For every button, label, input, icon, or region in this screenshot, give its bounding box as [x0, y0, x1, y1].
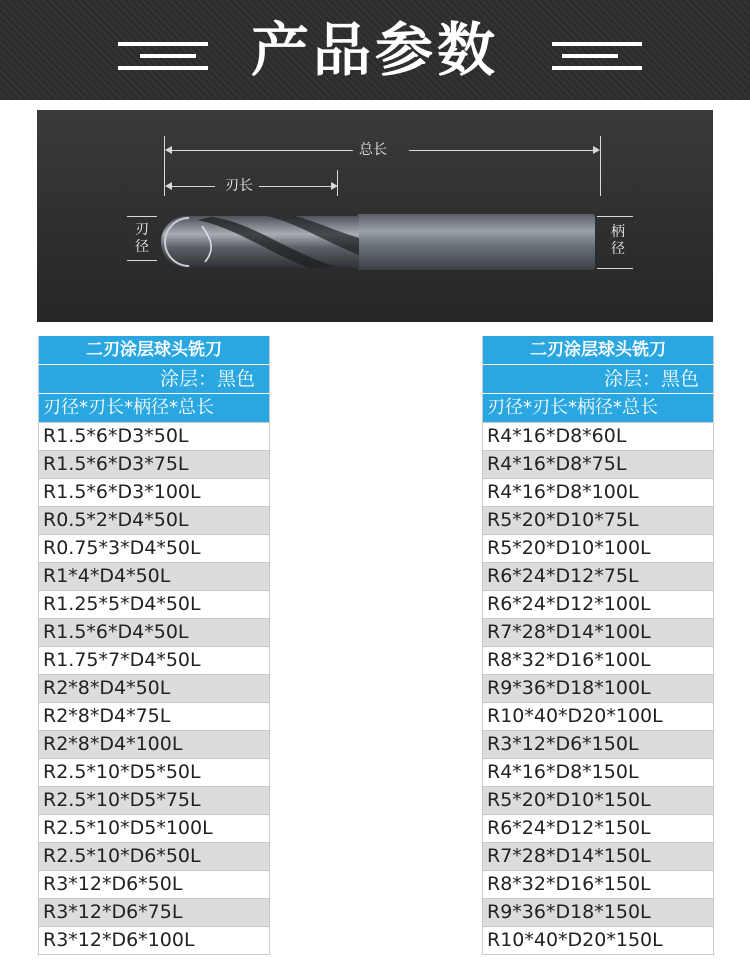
table-row: R2.5*10*D6*50L	[39, 843, 269, 871]
table-row: R5*20*D10*75L	[483, 507, 713, 535]
table-row: R4*16*D8*60L	[483, 423, 713, 451]
table-row: R3*12*D6*75L	[39, 899, 269, 927]
table-row: R1.5*6*D3*100L	[39, 479, 269, 507]
table-row: R0.5*2*D4*50L	[39, 507, 269, 535]
table-row: R6*24*D12*100L	[483, 591, 713, 619]
table-row: R2*8*D4*100L	[39, 731, 269, 759]
table-title: 二刃涂层球头铣刀	[483, 336, 713, 365]
table-row: R2.5*10*D5*50L	[39, 759, 269, 787]
table-row: R1*4*D4*50L	[39, 563, 269, 591]
table-row: R4*16*D8*150L	[483, 759, 713, 787]
page-title: 产品参数	[250, 16, 499, 84]
table-row: R5*20*D10*100L	[483, 535, 713, 563]
table-row: R10*40*D20*100L	[483, 703, 713, 731]
header-decor-line	[552, 42, 642, 46]
table-row: R2.5*10*D5*100L	[39, 815, 269, 843]
product-image	[37, 110, 713, 322]
header-decor-line	[562, 54, 618, 58]
header-decor-line	[552, 66, 642, 70]
table-row: R5*20*D10*150L	[483, 787, 713, 815]
table-coating: 涂层：黑色	[483, 365, 713, 394]
table-row: R0.75*3*D4*50L	[39, 535, 269, 563]
table-column-header: 刃径*刃长*柄径*总长	[483, 394, 713, 423]
tool-shank	[357, 214, 595, 270]
table-row: R1.75*7*D4*50L	[39, 647, 269, 675]
blade-length-label: 刃长	[225, 178, 253, 194]
table-row: R1.5*6*D3*50L	[39, 423, 269, 451]
shank-diameter-label: 柄径	[611, 224, 625, 257]
table-row: R8*32*D16*100L	[483, 647, 713, 675]
table-row: R2*8*D4*50L	[39, 675, 269, 703]
table-row: R1.25*5*D4*50L	[39, 591, 269, 619]
ball-end-mill-drawing	[37, 110, 713, 322]
table-column-header: 刃径*刃长*柄径*总长	[39, 394, 269, 423]
table-row: R7*28*D14*150L	[483, 843, 713, 871]
blade-diameter-label: 刃径	[135, 222, 149, 255]
table-row: R9*36*D18*100L	[483, 675, 713, 703]
header-banner	[0, 0, 750, 100]
table-row: R1.5*6*D4*50L	[39, 619, 269, 647]
table-row: R6*24*D12*150L	[483, 815, 713, 843]
table-row: R4*16*D8*75L	[483, 451, 713, 479]
table-row: R2*8*D4*75L	[39, 703, 269, 731]
table-row: R2.5*10*D5*75L	[39, 787, 269, 815]
table-row: R3*12*D6*50L	[39, 871, 269, 899]
spec-table-right	[482, 336, 714, 955]
table-row: R8*32*D16*150L	[483, 871, 713, 899]
table-title: 二刃涂层球头铣刀	[39, 336, 269, 365]
table-coating: 涂层：黑色	[39, 365, 269, 394]
table-row: R3*12*D6*100L	[39, 927, 269, 955]
table-row: R6*24*D12*75L	[483, 563, 713, 591]
table-row: R1.5*6*D3*75L	[39, 451, 269, 479]
table-row: R9*36*D18*150L	[483, 899, 713, 927]
table-row: R7*28*D14*100L	[483, 619, 713, 647]
table-row: R3*12*D6*150L	[483, 731, 713, 759]
table-row: R10*40*D20*150L	[483, 927, 713, 955]
table-row: R4*16*D8*100L	[483, 479, 713, 507]
total-length-label: 总长	[359, 142, 387, 158]
spec-table-left	[38, 336, 270, 955]
